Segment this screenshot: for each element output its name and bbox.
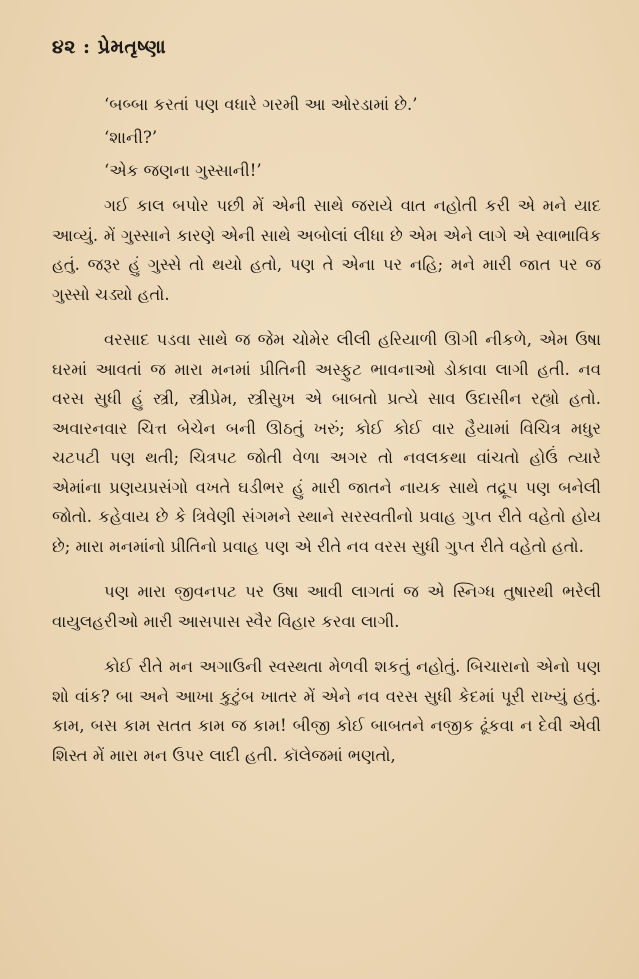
dialogue-line: ‘બબ્બા કરતાં પણ વધારે ગરમી આ ઓરડામાં છે.’ bbox=[104, 95, 418, 114]
dialogue-line: ‘શાની?’ bbox=[104, 128, 158, 147]
paragraph: વરસાદ પડવા સાથે જ જેમ ચોમેર લીલી હરિયાળી ઊગી નીકળે, એમ ઉષા ઘરમાં આવતાં જ મારા મનમાં પ્રીતિની અસ્ફુટ ભાવનાઓ ડોકાવા લાગી હતી. નવ વરસ સુધી હું સ્ત્રી, સ્ત્રીપ્રેમ, સ્ત્રીસુખ એ બાબતો પ્રત્યે સાવ ઉદાસીન રહ્યો હતો. અવારનવાર ચિત્ત બેચેન બની ઊઠતું ખરું; કોઈ કોઈ વાર હૈયામાં વિચિત્ર મધુર ચટપટી પણ થતી; ચિત્રપટ જોતી વેળા અગર તો નવલકથા વાંચતો હોઉં ત્યારે એમાંના પ્રણયપ્રસંગો વખતે ઘડીભર હું મારી જાતને નાયક સાથે તદ્રૂપ પણ બનેલી જોતો. કહેવાય છે કે ત્રિવેણી સંગમને સ્થાને સરસ્વતીનો પ્રવાહ ગુપ્ત રીતે વહેતો હોય છે; મારા મનમાંનો પ્રીતિનો પ્રવાહ પણ એ રીતે નવ વરસ સુધી ગુપ્ત રીતે વહેતો હતો. bbox=[52, 330, 601, 556]
paragraph: પણ મારા જીવનપટ પર ઉષા આવી લાગતાં જ એ સ્નિગ્ધ તુષારથી ભરેલી વાયુલહરીઓ મારી આસપાસ સ્વૈર વિહાર કરવા લાગી. bbox=[52, 582, 601, 631]
paragraph: કોઈ રીતે મન અગાઉની સ્વસ્થતા મેળવી શકતું નહોતું. બિચારાનો એનો પણ શો વાંક? બા અને આખા કુટુંબ ખાતર મેં એને નવ વરસ સુધી કેદમાં પૂરી રાખ્યું હતું. કામ, બસ કામ સતત કામ જ કામ! બીજી કોઈ બાબતને નજીક ઢૂંકવા ન દેવી એવી શિસ્ત મેં મારા મન ઉપર લાદી હતી. કૉલેજમાં ભણતો, bbox=[52, 657, 601, 765]
paragraph: ગઈ કાલ બપોર પછી મેં એની સાથે જરાયે વાત નહોતી કરી એ મને યાદ આવ્યું. મેં ગુસ્સાને કારણે એની સાથે અબોલાં લીધા છે એમ એને લાગે એ સ્વાભાવિક હતું. જરૂર હું ગુસ્સે તો થયો હતો, પણ તે એના પર નહિ; મને મારી જાત પર જ ગુસ્સો ચડ્યો હતો. bbox=[52, 196, 601, 304]
page-header: ૪૨ : પ્રેમતૃષ્ણા bbox=[52, 36, 167, 58]
dialogue-line: ‘એક જણના ગુસ્સાની!’ bbox=[104, 161, 262, 180]
